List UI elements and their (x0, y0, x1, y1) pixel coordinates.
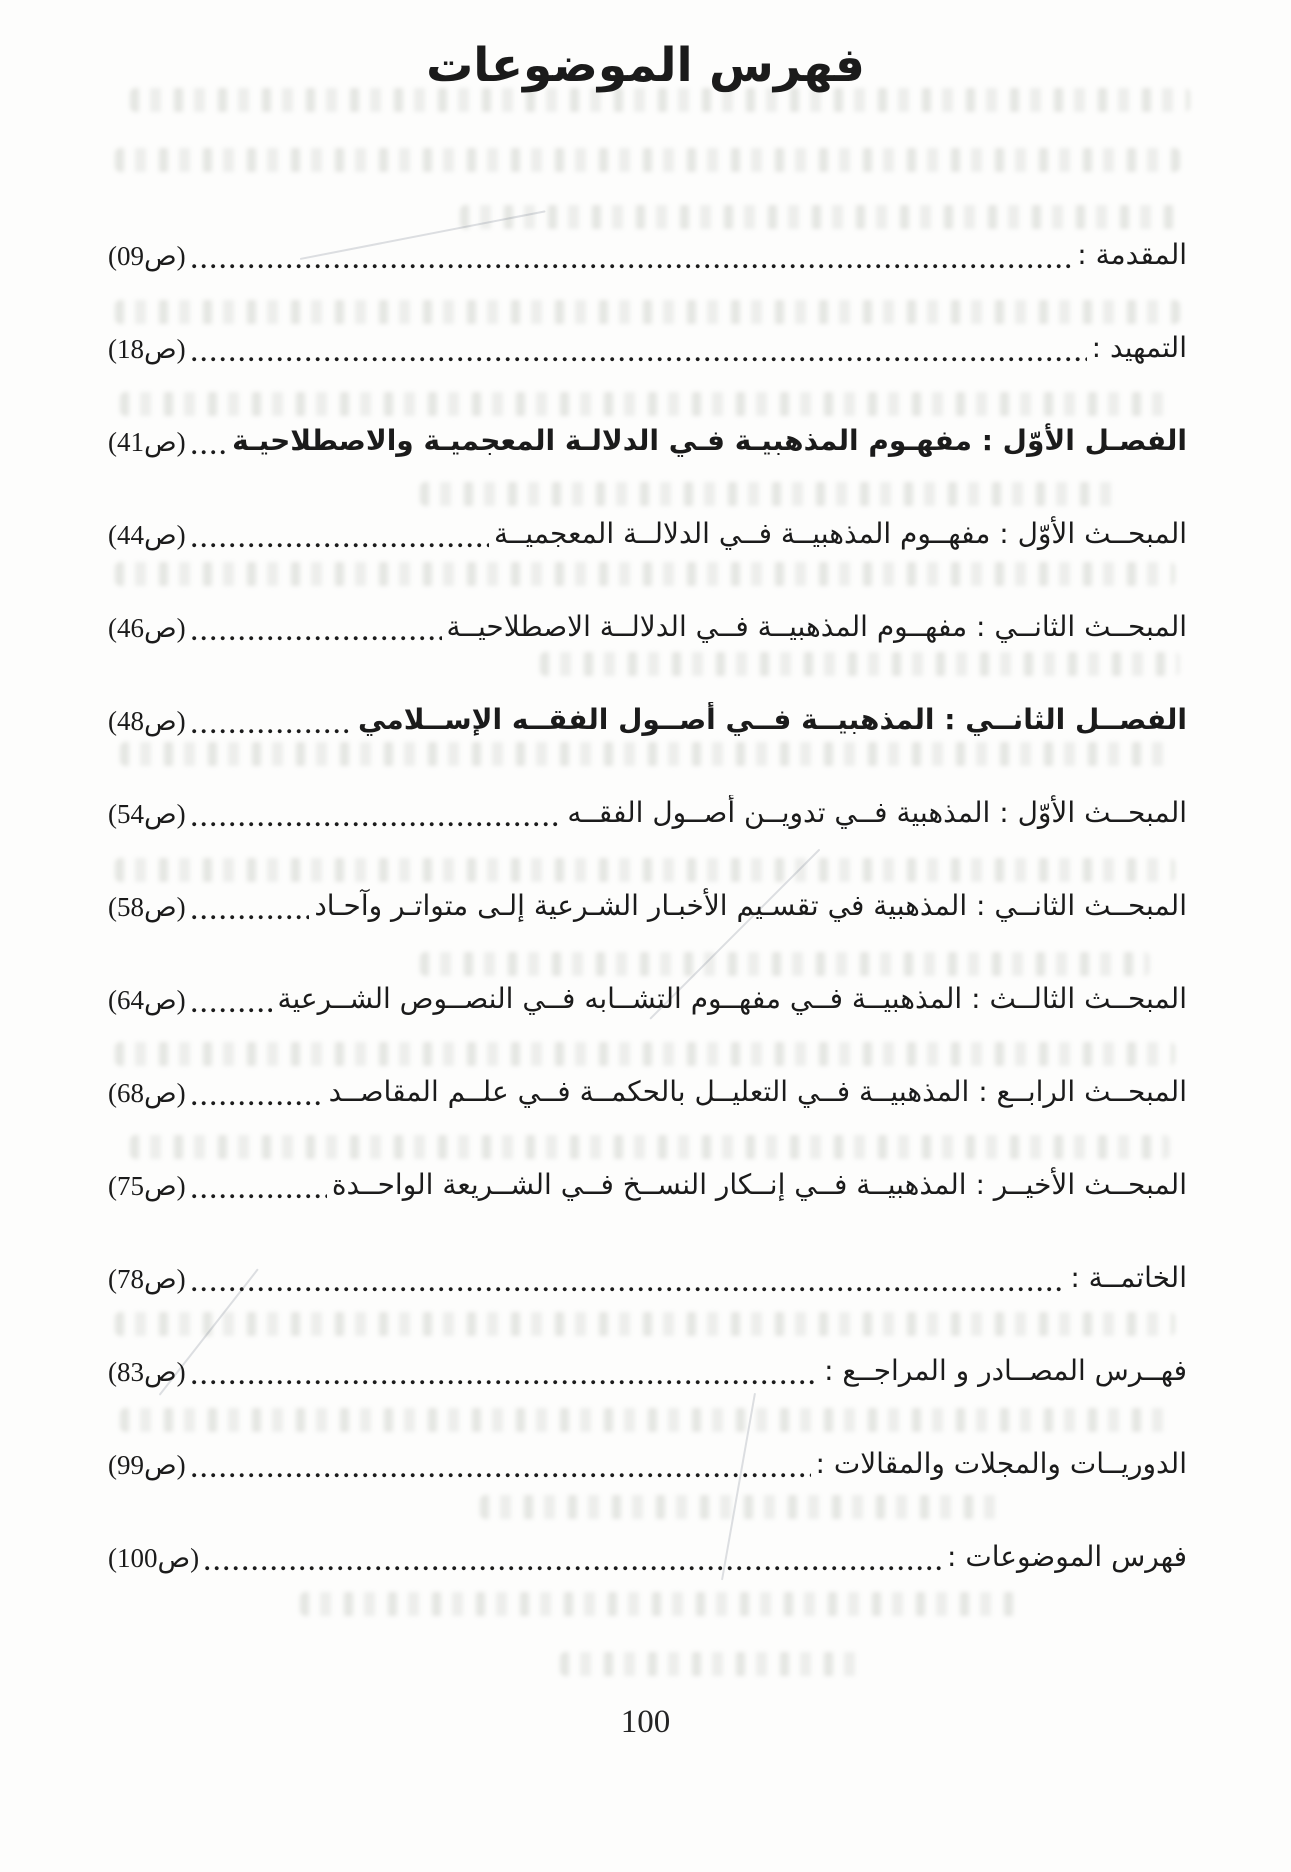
toc-entry-label: المبحــث الثالــث : المذهبيــة فــي مفهــوم التشــابه فــي النصــوص الشــرعية (277, 982, 1187, 1015)
toc-entry-label: الفصــل الثانــي : المذهبيــة فــي أصــول الفقــه الإســلامي (358, 703, 1187, 736)
table-of-contents (108, 208, 1187, 1603)
dotted-leader (191, 635, 442, 642)
toc-entry-label: المبحــث الثانــي : المذهبية في تقسـيم الأخبـار الشـرعية إلـى متواتـر وآحـاد (314, 889, 1187, 922)
dotted-leader (191, 449, 227, 456)
toc-entry-page: (ص78) (108, 1263, 186, 1294)
toc-entry-section (108, 580, 1187, 673)
dotted-leader (191, 1100, 324, 1107)
toc-entry-page: (ص58) (108, 891, 186, 922)
toc-entry-page: (ص09) (108, 240, 186, 271)
toc-entry-chapter-2 (108, 673, 1187, 766)
toc-entry-section (108, 766, 1187, 859)
toc-entry-section (108, 1045, 1187, 1138)
toc-entry-subject-index (108, 1510, 1187, 1603)
toc-entry-section (108, 1138, 1187, 1231)
toc-entry-label: المبحــث الأوّل : مفهــوم المذهبيــة فــي الدلالــة المعجميــة (493, 517, 1187, 550)
toc-entry-page: (ص41) (108, 426, 186, 457)
toc-entry-page: (ص54) (108, 798, 186, 829)
toc-entry-label: الفصـل الأوّل : مفهـوم المذهبيـة فـي الدلالـة المعجميـة والاصطلاحيـة (232, 424, 1187, 457)
toc-entry-label: المبحــث الأوّل : المذهبية فــي تدويــن أصــول الفقــه (567, 796, 1187, 829)
dotted-leader (191, 1286, 1066, 1293)
page-title: فهرس الموضوعات (426, 38, 865, 93)
toc-entry-periodicals (108, 1417, 1187, 1510)
toc-entry-label: المبحــث الرابــع : المذهبيــة فــي التعليــل بالحكمــة فــي علــم المقاصــد (328, 1075, 1187, 1108)
dotted-leader (191, 728, 353, 735)
dotted-leader (204, 1565, 942, 1572)
ghost-bleed-line (115, 148, 1180, 172)
toc-entry-page: (ص48) (108, 705, 186, 736)
toc-entry-page: (ص83) (108, 1356, 186, 1387)
dotted-leader (191, 821, 563, 828)
toc-entry-page: (ص64) (108, 984, 186, 1015)
dotted-leader (191, 914, 310, 921)
toc-entry-section (108, 487, 1187, 580)
dotted-leader (191, 356, 1087, 363)
toc-entry-label: التمهيد : (1091, 331, 1187, 364)
toc-entry-label: فهــرس المصــادر و المراجــع : (824, 1354, 1187, 1387)
dotted-leader (191, 542, 489, 549)
toc-entry-page: (ص44) (108, 519, 186, 550)
toc-entry-bibliography (108, 1324, 1187, 1417)
toc-entry-page: (ص18) (108, 333, 186, 364)
toc-entry-section (108, 859, 1187, 952)
toc-entry-page: (ص100) (108, 1542, 200, 1573)
toc-entry-page: (ص68) (108, 1077, 186, 1108)
toc-entry-label: الخاتمــة : (1070, 1261, 1187, 1294)
toc-entry-label: الدوريــات والمجلات والمقالات : (815, 1447, 1187, 1480)
toc-entry-chapter-1 (108, 394, 1187, 487)
toc-entry-page: (ص75) (108, 1170, 186, 1201)
toc-entry-page: (ص99) (108, 1449, 186, 1480)
toc-entry-label: المقدمة : (1077, 238, 1187, 271)
toc-entry-page: (ص46) (108, 612, 186, 643)
ghost-bleed-line (560, 1652, 860, 1676)
toc-entry-introduction (108, 208, 1187, 301)
dotted-leader (191, 1379, 819, 1386)
toc-entry-label: المبحــث الأخيــر : المذهبيــة فــي إنــكار النســخ فــي الشــريعة الواحــدة (331, 1168, 1187, 1201)
page-number: 100 (620, 1704, 671, 1740)
toc-entry-preamble (108, 301, 1187, 394)
dotted-leader (191, 1007, 273, 1014)
toc-entry-label: المبحــث الثانــي : مفهــوم المذهبيــة فــي الدلالــة الاصطلاحيــة (446, 610, 1187, 643)
toc-entry-label: فهرس الموضوعات : (947, 1540, 1187, 1573)
dotted-leader (191, 1193, 327, 1200)
toc-entry-conclusion (108, 1231, 1187, 1324)
dotted-leader (191, 263, 1073, 270)
dotted-leader (191, 1472, 811, 1479)
toc-entry-section (108, 952, 1187, 1045)
